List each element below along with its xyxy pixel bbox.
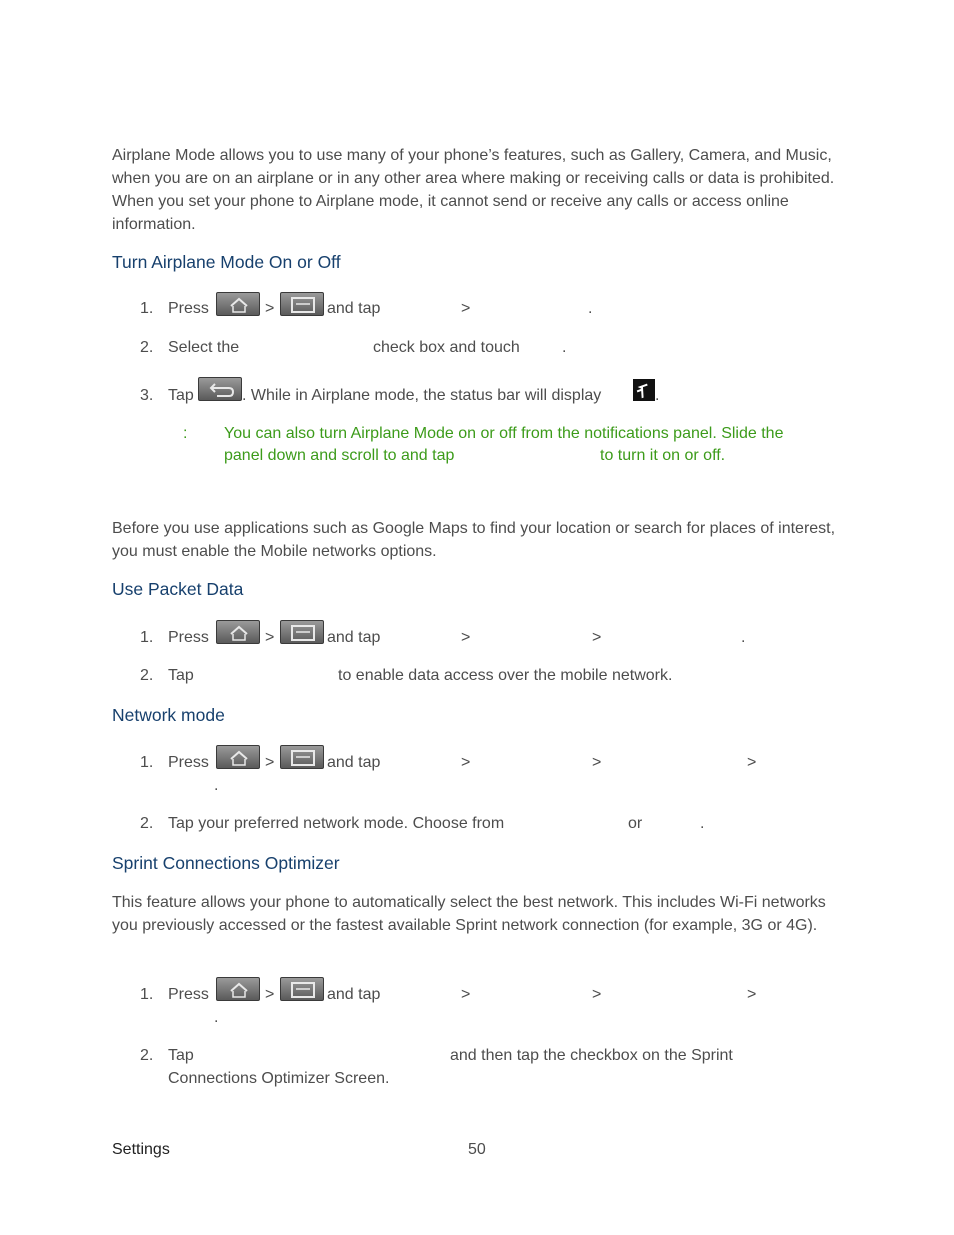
home-key-icon	[216, 745, 260, 769]
step-text: Press	[168, 300, 209, 317]
intro-airplane-paragraph: Airplane Mode allows you to use many of your phone’s features, such as Gallery, Camera, and Music, when you are on an airplane or in any other area where making or receiving calls or data is prohibited. When you set your phone to Airplane mode, it cannot send or receive any calls or access online information.	[112, 147, 835, 233]
back-key-icon	[198, 377, 242, 401]
step-text: or	[628, 815, 643, 832]
step-text: and then tap the checkbox on the Sprint	[450, 1047, 733, 1064]
step-text: check box and touch	[373, 339, 520, 356]
step-text: .	[588, 300, 593, 317]
step-text: >	[592, 754, 602, 771]
step-text: Select the	[168, 339, 240, 356]
step-text: Tap	[168, 387, 194, 404]
step-text: >	[461, 629, 471, 646]
step-text: >	[747, 754, 757, 771]
step-text: and tap	[327, 986, 381, 1003]
heading-turn-airplane-mode: Turn Airplane Mode On or Off	[112, 252, 341, 272]
airplane-status-icon	[633, 379, 655, 401]
heading-use-packet-data: Use Packet Data	[112, 579, 244, 599]
intro-sprint-paragraph: This feature allows your phone to automatically select the best network. This includes Wi-Fi networks you previously accessed or the fastest available Sprint network connection (for example, 3G or 4G).	[112, 894, 826, 934]
step-text: >	[461, 300, 471, 317]
menu-key-icon	[280, 620, 324, 644]
step-text: >	[592, 986, 602, 1003]
step-text: .	[655, 387, 660, 404]
step-number: 1.	[140, 754, 154, 771]
step-number: 2.	[140, 1047, 154, 1064]
step-text: >	[461, 986, 471, 1003]
footer-section-name: Settings	[112, 1141, 170, 1158]
step-text: >	[592, 629, 602, 646]
step-text: Press	[168, 986, 209, 1003]
home-key-icon	[216, 292, 260, 316]
step-number: 1.	[140, 300, 154, 317]
step-text: Tap	[168, 667, 194, 684]
intro-mobile-paragraph: Before you use applications such as Google Maps to find your location or search for places of interest, you must enable the Mobile networks options.	[112, 520, 836, 560]
step-text: >	[265, 300, 275, 317]
step-text: and tap	[327, 754, 381, 771]
step-number: 3.	[140, 387, 154, 404]
step-text: .	[700, 815, 705, 832]
step-number: 1.	[140, 629, 154, 646]
menu-key-icon	[280, 745, 324, 769]
step-number: 2.	[140, 667, 154, 684]
step-text: >	[265, 629, 275, 646]
step-text: and tap	[327, 300, 381, 317]
step-text: and tap	[327, 629, 381, 646]
step-text: >	[461, 754, 471, 771]
home-key-icon	[216, 620, 260, 644]
heading-network-mode: Network mode	[112, 705, 225, 725]
step-text: .	[562, 339, 567, 356]
step-text: .	[214, 777, 219, 794]
menu-key-icon	[280, 977, 324, 1001]
note-line-2b: to turn it on or off.	[600, 447, 726, 464]
footer-page-number: 50	[468, 1141, 486, 1158]
step-text: . While in Airplane mode, the status bar will display	[242, 387, 602, 404]
menu-key-icon	[280, 292, 324, 316]
step-text: >	[265, 754, 275, 771]
step-text: Press	[168, 629, 209, 646]
home-key-icon	[216, 977, 260, 1001]
step-text: >	[747, 986, 757, 1003]
step-text: Press	[168, 754, 209, 771]
note-line-1: You can also turn Airplane Mode on or off from the notifications panel. Slide the	[224, 425, 784, 442]
heading-sprint-connections-optimizer: Sprint Connections Optimizer	[112, 853, 340, 873]
step-number: 2.	[140, 815, 154, 832]
step-text: Connections Optimizer Screen.	[168, 1070, 390, 1087]
step-text: >	[265, 986, 275, 1003]
note-line-2a: panel down and scroll to and tap	[224, 447, 455, 464]
step-text: .	[741, 629, 746, 646]
step-number: 2.	[140, 339, 154, 356]
note-colon: :	[183, 425, 188, 442]
step-number: 1.	[140, 986, 154, 1003]
step-text: Tap your preferred network mode. Choose from	[168, 815, 505, 832]
step-text: to enable data access over the mobile network.	[338, 667, 673, 684]
step-text: Tap	[168, 1047, 194, 1064]
step-text: .	[214, 1009, 219, 1026]
